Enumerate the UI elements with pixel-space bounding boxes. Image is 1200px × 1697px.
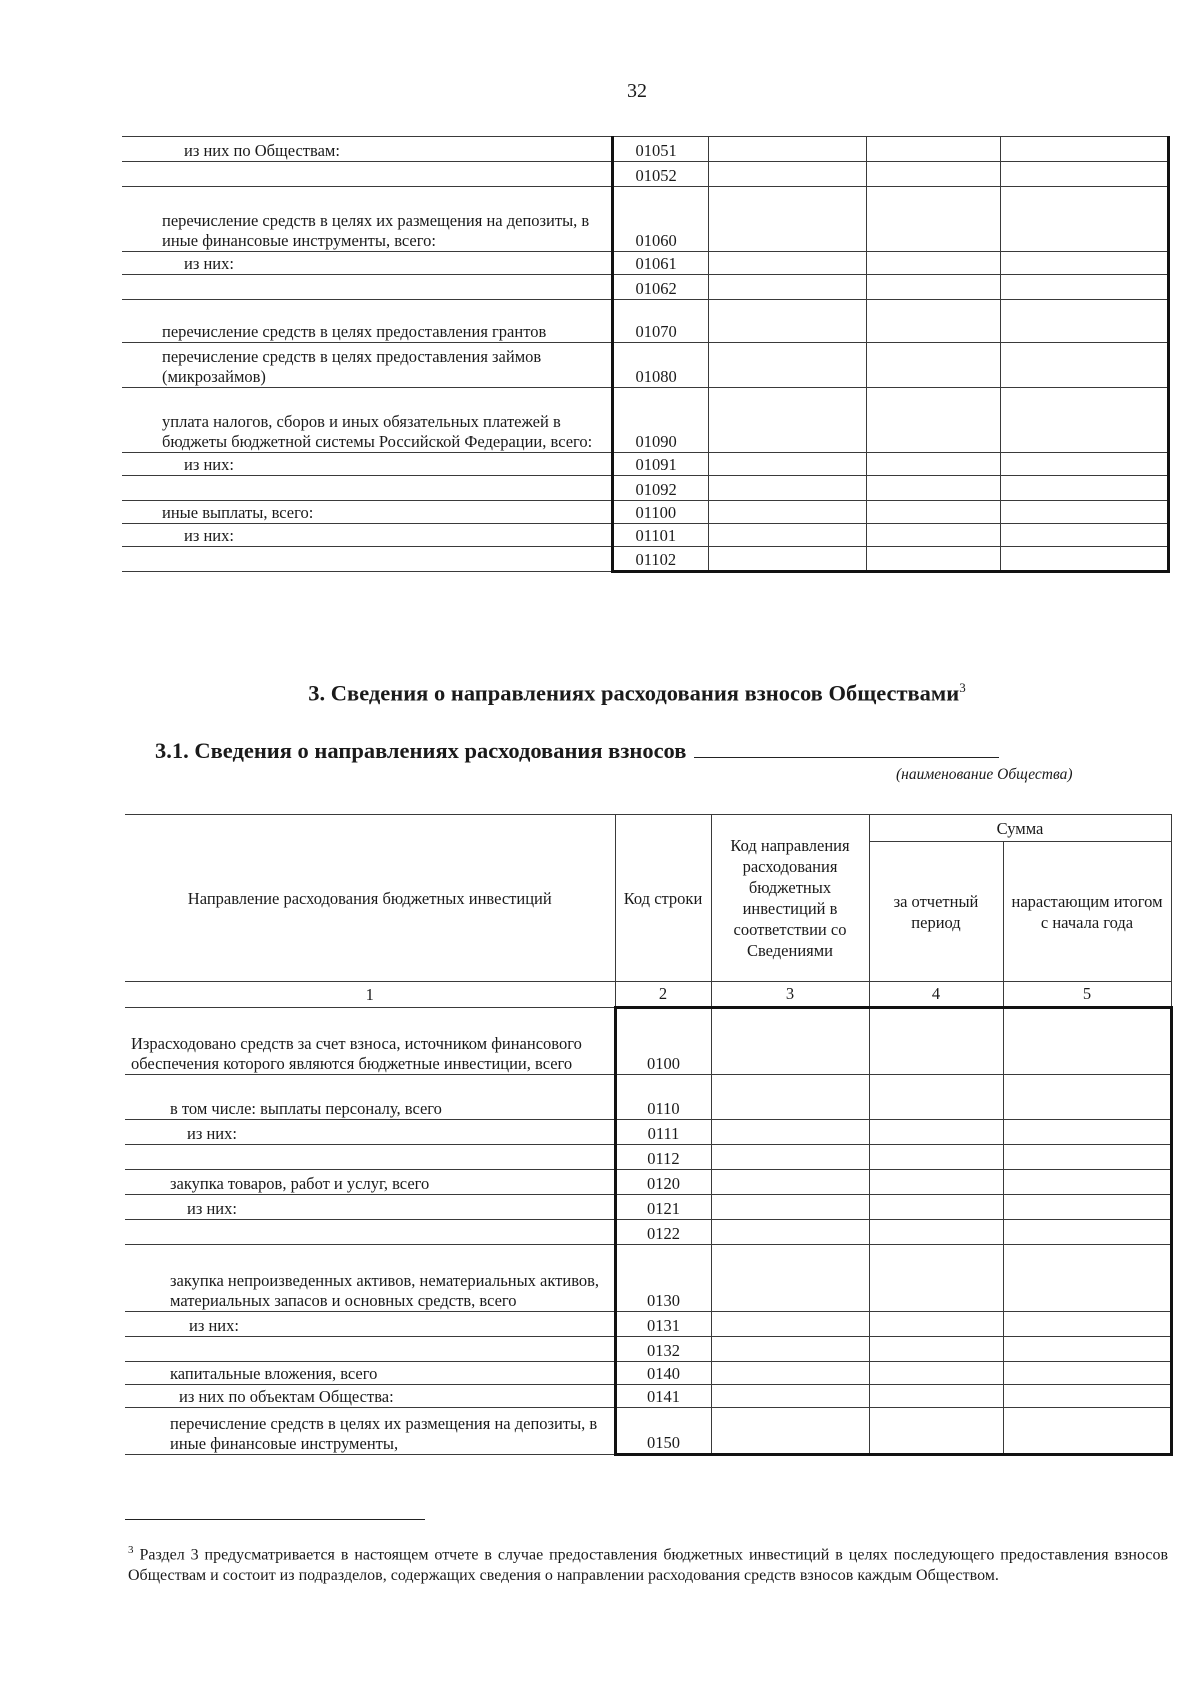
value-cell-5[interactable]	[1003, 1337, 1171, 1362]
row-code: 01101	[612, 524, 708, 547]
row-label: из них:	[125, 1195, 615, 1220]
row-label	[122, 476, 612, 501]
row-label	[125, 1337, 615, 1362]
row-label: перечисление средств в целях предоставления займов (микрозаймов)	[122, 343, 612, 388]
table-row	[125, 1170, 1171, 1195]
table-row	[125, 1145, 1171, 1170]
row-label: из них по объектам Общества:	[125, 1385, 615, 1408]
value-cell-5[interactable]	[1003, 1008, 1171, 1075]
value-cell-4[interactable]	[869, 1385, 1003, 1408]
value-cell-3[interactable]	[711, 1120, 869, 1145]
row-label	[122, 547, 612, 572]
value-cell-3[interactable]	[711, 1337, 869, 1362]
value-cell-4[interactable]	[866, 275, 1000, 300]
row-label: из них по Обществам:	[122, 137, 612, 162]
value-cell-3[interactable]	[711, 1008, 869, 1075]
row-code: 0132	[615, 1337, 711, 1362]
value-cell-3[interactable]	[708, 137, 866, 162]
value-cell-5[interactable]	[1000, 547, 1168, 572]
value-cell-5[interactable]	[1000, 187, 1168, 252]
table-row	[122, 275, 1168, 300]
value-cell-4[interactable]	[866, 388, 1000, 453]
footnote-text: Раздел 3 предусматривается в настоящем отчете в случае предоставления бюджетных инвестиций в целях последующего предоставления взносов Обществам и состоит из подразделов, содержащих сведения о направлении расходования средств взносов каждым Обществом.	[128, 1546, 1168, 1585]
subsection-title-text: 3.1. Сведения о направлениях расходования взносов	[155, 738, 687, 763]
row-label: перечисление средств в целях их размещения на депозиты, в иные финансовые инструменты, всего:	[122, 187, 612, 252]
value-cell-4[interactable]	[866, 453, 1000, 476]
row-code: 0122	[615, 1220, 711, 1245]
value-cell-3[interactable]	[708, 300, 866, 343]
table-row	[122, 300, 1168, 343]
footnote-marker: 3	[128, 1544, 134, 1556]
row-code: 01062	[612, 275, 708, 300]
value-cell-5[interactable]	[1000, 501, 1168, 524]
value-cell-5[interactable]	[1000, 275, 1168, 300]
row-code: 0120	[615, 1170, 711, 1195]
table-row	[122, 343, 1168, 388]
value-cell-3[interactable]	[708, 476, 866, 501]
table-row	[122, 476, 1168, 501]
value-cell-4[interactable]	[869, 1220, 1003, 1245]
row-code: 01060	[612, 187, 708, 252]
value-cell-5[interactable]	[1000, 137, 1168, 162]
header-row-code: Код строки	[615, 815, 711, 982]
value-cell-5[interactable]	[1000, 343, 1168, 388]
value-cell-5[interactable]	[1000, 524, 1168, 547]
value-cell-5[interactable]	[1000, 300, 1168, 343]
value-cell-5[interactable]	[1003, 1120, 1171, 1145]
row-code: 01102	[612, 547, 708, 572]
header-direction-code: Код направления расходования бюджетных инвестиций в соответствии со Сведениями	[711, 815, 869, 982]
row-code: 0150	[615, 1408, 711, 1455]
table-row	[122, 547, 1168, 572]
row-label: из них:	[122, 524, 612, 547]
row-label: в том числе: выплаты персоналу, всего	[125, 1075, 615, 1120]
row-code: 0112	[615, 1145, 711, 1170]
row-code: 0121	[615, 1195, 711, 1220]
row-label: из них:	[125, 1312, 615, 1337]
row-code: 01090	[612, 388, 708, 453]
page-number: 32	[627, 80, 647, 102]
column-number: 4	[869, 982, 1003, 1008]
header-sum: Сумма	[869, 815, 1171, 842]
value-cell-3[interactable]	[708, 275, 866, 300]
row-label	[125, 1145, 615, 1170]
subsection-title	[155, 738, 999, 764]
table-row	[125, 1312, 1171, 1337]
table-row	[122, 524, 1168, 547]
row-code: 01092	[612, 476, 708, 501]
row-label: перечисление средств в целях их размещения на депозиты, в иные финансовые инструменты,	[125, 1408, 615, 1455]
value-cell-3[interactable]	[708, 343, 866, 388]
value-cell-3[interactable]	[711, 1220, 869, 1245]
value-cell-4[interactable]	[869, 1120, 1003, 1145]
value-cell-3[interactable]	[708, 524, 866, 547]
column-numbers-row	[125, 982, 1171, 1008]
row-code: 01061	[612, 252, 708, 275]
row-label: уплата налогов, сборов и иных обязательных платежей в бюджеты бюджетной системы Российской Федерации, всего:	[122, 388, 612, 453]
value-cell-4[interactable]	[869, 1312, 1003, 1337]
value-cell-3[interactable]	[708, 252, 866, 275]
value-cell-4[interactable]	[866, 501, 1000, 524]
table-row	[125, 1337, 1171, 1362]
row-label: из них:	[122, 453, 612, 476]
value-cell-4[interactable]	[869, 1170, 1003, 1195]
column-number: 5	[1003, 982, 1171, 1008]
value-cell-4[interactable]	[866, 547, 1000, 572]
row-code: 0141	[615, 1385, 711, 1408]
value-cell-5[interactable]	[1003, 1385, 1171, 1408]
row-code: 0140	[615, 1362, 711, 1385]
column-number: 1	[125, 982, 615, 1008]
row-label: капитальные вложения, всего	[125, 1362, 615, 1385]
row-code: 0131	[615, 1312, 711, 1337]
row-code: 0100	[615, 1008, 711, 1075]
table-row	[122, 252, 1168, 275]
value-cell-3[interactable]	[711, 1408, 869, 1455]
header-cumulative: нарастающим итогом с начала года	[1003, 842, 1171, 982]
value-cell-4[interactable]	[869, 1145, 1003, 1170]
value-cell-4[interactable]	[869, 1362, 1003, 1385]
value-cell-3[interactable]	[708, 162, 866, 187]
column-number: 3	[711, 982, 869, 1008]
table-row	[122, 501, 1168, 524]
value-cell-5[interactable]	[1000, 252, 1168, 275]
value-cell-3[interactable]	[708, 187, 866, 252]
value-cell-4[interactable]	[866, 162, 1000, 187]
row-label: из них:	[125, 1120, 615, 1145]
value-cell-3[interactable]	[711, 1145, 869, 1170]
row-label: закупка непроизведенных активов, нематериальных активов, материальных запасов и основных средств, всего	[125, 1245, 615, 1312]
row-code: 01052	[612, 162, 708, 187]
value-cell-4[interactable]	[866, 137, 1000, 162]
row-code: 0111	[615, 1120, 711, 1145]
value-cell-3[interactable]	[711, 1385, 869, 1408]
row-label: иные выплаты, всего:	[122, 501, 612, 524]
value-cell-5[interactable]	[1003, 1075, 1171, 1120]
value-cell-5[interactable]	[1003, 1220, 1171, 1245]
table-row	[125, 1220, 1171, 1245]
value-cell-3[interactable]	[711, 1362, 869, 1385]
section-title	[0, 680, 1200, 707]
row-label	[122, 275, 612, 300]
company-name-blank[interactable]	[694, 739, 999, 758]
row-code: 0130	[615, 1245, 711, 1312]
section-title-text: 3. Сведения о направлениях расходования взносов Обществами	[308, 680, 960, 706]
value-cell-4[interactable]	[869, 1245, 1003, 1312]
value-cell-4[interactable]	[869, 1195, 1003, 1220]
table-row	[122, 187, 1168, 252]
value-cell-3[interactable]	[708, 547, 866, 572]
table-row	[125, 1245, 1171, 1312]
value-cell-5[interactable]	[1003, 1145, 1171, 1170]
footnote-ref[interactable]: 3	[959, 680, 966, 695]
row-label: закупка товаров, работ и услуг, всего	[125, 1170, 615, 1195]
value-cell-4[interactable]	[869, 1408, 1003, 1455]
row-label: перечисление средств в целях предоставления грантов	[122, 300, 612, 343]
value-cell-5[interactable]	[1003, 1362, 1171, 1385]
value-cell-3[interactable]	[711, 1170, 869, 1195]
value-cell-4[interactable]	[869, 1337, 1003, 1362]
value-cell-3[interactable]	[708, 501, 866, 524]
top-table	[122, 136, 1170, 573]
value-cell-4[interactable]	[866, 524, 1000, 547]
header-reporting-period: за отчетный период	[869, 842, 1003, 982]
table-row	[125, 1008, 1171, 1075]
table-row	[122, 137, 1168, 162]
value-cell-5[interactable]	[1000, 476, 1168, 501]
table-row	[125, 1408, 1171, 1455]
value-cell-4[interactable]	[866, 476, 1000, 501]
column-number: 2	[615, 982, 711, 1008]
row-code: 01080	[612, 343, 708, 388]
value-cell-3[interactable]	[711, 1075, 869, 1120]
table-row	[125, 1195, 1171, 1220]
header-row-1	[125, 815, 1171, 842]
table-row	[122, 162, 1168, 187]
company-name-caption: (наименование Общества)	[896, 766, 1073, 783]
row-code: 01070	[612, 300, 708, 343]
value-cell-5[interactable]	[1000, 162, 1168, 187]
value-cell-4[interactable]	[866, 300, 1000, 343]
value-cell-4[interactable]	[866, 187, 1000, 252]
table-row	[122, 453, 1168, 476]
footnote	[128, 1540, 1168, 1586]
value-cell-4[interactable]	[869, 1008, 1003, 1075]
value-cell-5[interactable]	[1000, 388, 1168, 453]
table-row	[125, 1362, 1171, 1385]
row-label	[122, 162, 612, 187]
value-cell-5[interactable]	[1003, 1408, 1171, 1455]
value-cell-3[interactable]	[711, 1245, 869, 1312]
value-cell-5[interactable]	[1000, 453, 1168, 476]
row-label: из них:	[122, 252, 612, 275]
value-cell-3[interactable]	[711, 1312, 869, 1337]
row-code: 0110	[615, 1075, 711, 1120]
row-code: 01051	[612, 137, 708, 162]
value-cell-5[interactable]	[1003, 1312, 1171, 1337]
value-cell-4[interactable]	[869, 1075, 1003, 1120]
value-cell-3[interactable]	[708, 453, 866, 476]
row-label: Израсходовано средств за счет взноса, источником финансового обеспечения которого являются бюджетные инвестиции, всего	[125, 1008, 615, 1075]
value-cell-5[interactable]	[1003, 1245, 1171, 1312]
row-label	[125, 1220, 615, 1245]
row-code: 01091	[612, 453, 708, 476]
table-row	[125, 1075, 1171, 1120]
value-cell-4[interactable]	[866, 343, 1000, 388]
table-row	[125, 1120, 1171, 1145]
value-cell-3[interactable]	[711, 1195, 869, 1220]
header-direction: Направление расходования бюджетных инвестиций	[125, 815, 615, 982]
footnote-divider	[125, 1519, 425, 1520]
value-cell-5[interactable]	[1003, 1195, 1171, 1220]
table-row	[122, 388, 1168, 453]
value-cell-5[interactable]	[1003, 1170, 1171, 1195]
table-row	[125, 1385, 1171, 1408]
value-cell-3[interactable]	[708, 388, 866, 453]
row-code: 01100	[612, 501, 708, 524]
main-table	[125, 814, 1173, 1456]
value-cell-4[interactable]	[866, 252, 1000, 275]
